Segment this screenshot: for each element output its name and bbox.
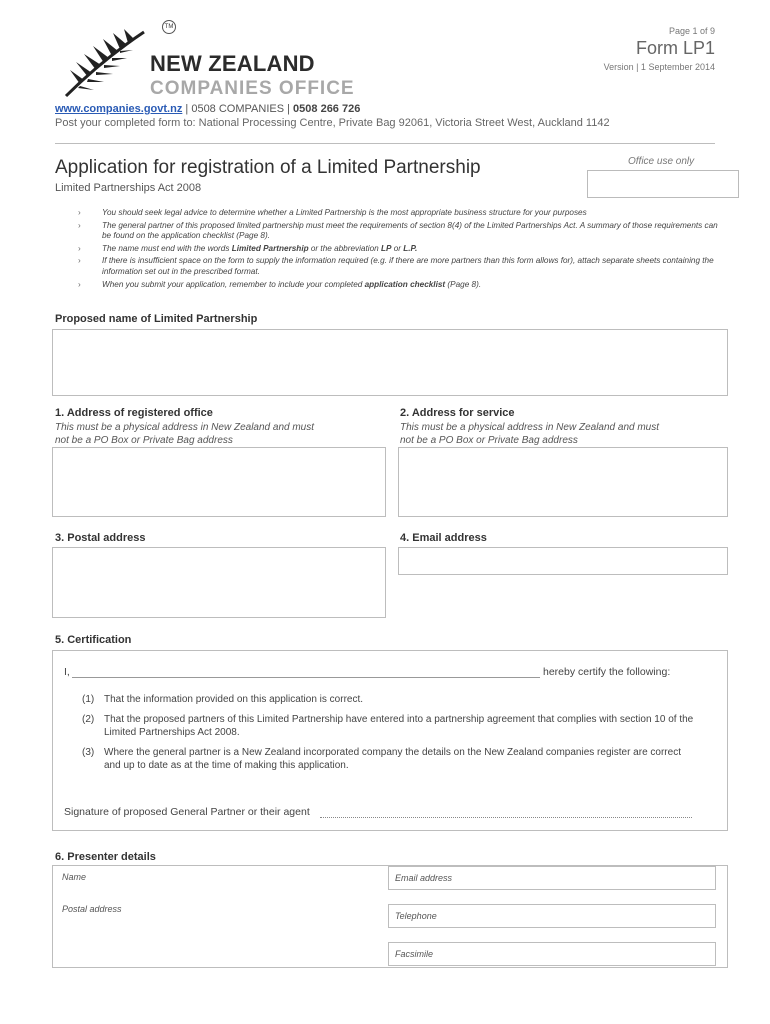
phone-text: 0508 COMPANIES [191,103,285,115]
certify-text: hereby certify the following: [543,666,671,678]
bullet-text: The name must end with the words [102,243,232,253]
registered-office-heading: 1. Address of registered office [55,407,213,419]
bullet-marker: › [78,208,81,217]
office-use-label: Office use only [628,156,695,167]
page-title: Application for registration of a Limited Partnership [55,157,481,178]
bullet-text: or [391,243,404,253]
form-version: Version | 1 September 2014 [603,62,715,72]
list-item [82,713,707,741]
bullet-text: or the abbreviation [308,243,381,253]
list-item [78,256,718,277]
list-item [78,280,718,291]
presenter-facsimile-label: Facsimile [395,949,434,959]
email-address-field[interactable] [398,547,728,575]
act-name: Limited Partnerships Act 2008 [55,182,202,194]
signature-label: Signature of proposed General Partner or their agent [64,806,310,818]
bullet-text: If there is insufficient space on the form to supply the information required (e.g. if there are more partners than this form allows for), attach separate sheets containing the information set out in the prescribed format. [102,256,714,276]
item-text: That the proposed partners of this Limited Partnership have entered into a partnership agreement that complies with section 10 of the Limited Partnerships Act 2008. [104,714,694,738]
bullet-bold: Limited Partnership [231,243,309,253]
contact-line [55,103,360,115]
presenter-telephone-label: Telephone [395,911,437,921]
website-link[interactable]: www.companies.govt.nz [55,103,183,115]
list-item [78,221,718,242]
bullet-marker: › [78,220,81,230]
item-text: Where the general partner is a New Zealand incorporated company the details on the New Zealand companies register are correct and up to date as at the time of making this application. [104,747,681,771]
bullet-text: You should seek legal advice to determine whether a Limited Partnership is the most appropriate business structure for your purposes [102,208,587,217]
phone-number: 0508 266 726 [293,103,361,115]
bullet-text: The general partner of this proposed limited partnership must meet the requirements of section 8(4) of the Limited Partnerships Act. A summary of those requirements can be found on the application checklist (Page 8). [102,220,718,241]
fern-logo-icon [60,26,150,104]
postal-address-field[interactable] [52,547,386,618]
list-item [78,244,718,255]
instructions-list [78,208,718,292]
certifier-label: I, [64,666,70,678]
presenter-telephone-field[interactable] [388,904,716,928]
header-divider [55,143,715,144]
presenter-facsimile-field[interactable] [388,942,716,966]
bullet-bold: LP [380,243,392,253]
brand-name: NEW ZEALAND [150,51,315,76]
postal-address-heading: 3. Postal address [55,532,146,544]
proposed-name-heading: Proposed name of Limited Partnership [55,313,258,325]
page-number: Page 1 of 9 [668,26,715,36]
item-number: (3) [82,747,95,758]
presenter-email-label: Email address [395,873,453,883]
certification-heading: 5. Certification [55,634,132,646]
bullet-marker: › [78,243,81,253]
bullet-marker: › [78,256,81,266]
list-item [82,693,707,707]
list-item [82,746,707,774]
item-number: (2) [82,714,95,725]
brand-subname: COMPANIES OFFICE [150,78,355,99]
address-service-note: This must be a physical address in New Zealand and must not be a PO Box or Private Bag address [400,422,660,446]
bullet-bold: application checklist [364,279,446,289]
trademark-badge: TM [162,20,176,34]
presenter-postal-label: Postal address [62,904,122,914]
list-item [78,208,718,219]
address-service-field[interactable] [398,447,728,517]
registered-office-field[interactable] [52,447,386,517]
item-number: (1) [82,694,95,705]
postal-instructions: Post your completed form to: National Processing Centre, Private Bag 92061, Victoria Street West, Auckland 1142 [55,117,610,129]
signature-field[interactable] [320,816,692,818]
address-service-heading: 2. Address for service [400,407,515,419]
proposed-name-field[interactable] [52,329,728,396]
office-use-box [587,170,739,198]
presenter-heading: 6. Presenter details [55,851,156,863]
form-number: Form LP1 [635,38,715,58]
bullet-bold: L.P. [403,243,418,253]
bullet-marker: › [78,279,81,289]
certifier-name-field[interactable] [72,676,540,678]
separator: | [185,103,189,115]
presenter-email-field[interactable] [388,866,716,890]
bullet-text: When you submit your application, remember to include your completed [102,279,365,289]
bullet-text: (Page 8). [445,279,482,289]
separator: | [287,103,290,115]
item-text: That the information provided on this application is correct. [104,694,364,705]
email-address-heading: 4. Email address [400,532,487,544]
presenter-name-label: Name [62,872,87,882]
registered-office-note: This must be a physical address in New Zealand and must not be a PO Box or Private Bag address [55,422,315,446]
